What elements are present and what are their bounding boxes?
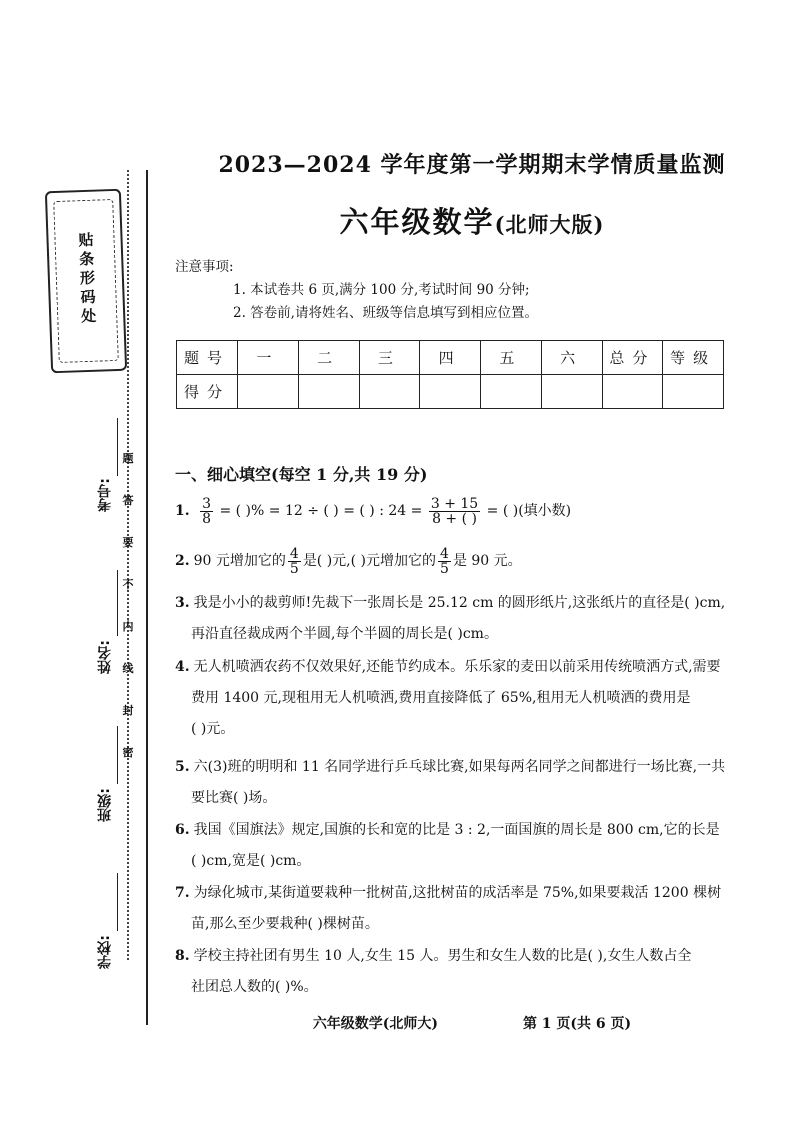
fraction-numerator: 3 + 15 bbox=[430, 495, 479, 512]
score-header-cell: 四 bbox=[420, 341, 481, 375]
fraction bbox=[429, 497, 480, 526]
score-table-header-row bbox=[177, 341, 724, 375]
question-text: 我国《国旗法》规定,国旗的长和宽的比是 3 : 2,一面国旗的周长是 800 cm,它的长是 bbox=[193, 822, 720, 838]
notice-block bbox=[175, 256, 538, 325]
barcode-box bbox=[45, 189, 127, 374]
fraction-numerator: 3 bbox=[202, 495, 211, 512]
question-text: = ( )(填小数) bbox=[486, 503, 572, 519]
question-7 bbox=[175, 878, 730, 940]
score-cell[interactable] bbox=[420, 375, 481, 409]
score-header-cell: 三 bbox=[359, 341, 420, 375]
seal-word: 内 bbox=[122, 620, 134, 633]
edition-name: (北师大版) bbox=[494, 212, 605, 237]
name-line[interactable] bbox=[117, 570, 118, 636]
fraction-denominator: 5 bbox=[289, 560, 299, 577]
exam-no-label: 考号: bbox=[97, 478, 113, 512]
question-text: 学校主持社团有男生 10 人,女生 15 人。男生和女生人数的比是( ),女生人数占全 bbox=[193, 948, 692, 964]
exam-no-line[interactable] bbox=[117, 418, 118, 476]
footer-subject: 六年级数学(北师大) bbox=[312, 1016, 439, 1032]
score-cell[interactable] bbox=[541, 375, 602, 409]
exam-no-field[interactable] bbox=[95, 478, 125, 512]
seal-word: 答 bbox=[122, 494, 134, 507]
school-line[interactable] bbox=[117, 873, 118, 931]
question-2 bbox=[175, 546, 730, 577]
fraction bbox=[288, 547, 301, 576]
question-text: 要比赛( )场。 bbox=[191, 790, 277, 806]
subject-name: 六年级数学 bbox=[339, 205, 495, 239]
school-label: 学校: bbox=[97, 935, 113, 969]
exam-title: 2023—2024 学年度第一学期期末学情质量监测 bbox=[218, 152, 726, 178]
question-text: 是( )元,( )元增加它的 bbox=[302, 553, 437, 569]
fraction-denominator: 8 bbox=[202, 510, 211, 527]
question-number: 6. bbox=[175, 822, 190, 838]
question-number: 1. bbox=[175, 503, 190, 519]
binding-solid-line bbox=[146, 170, 148, 1025]
question-text: 苗,那么至少要栽种( )棵树苗。 bbox=[191, 916, 379, 932]
question-text: 社团总人数的( )%。 bbox=[191, 979, 318, 995]
question-3 bbox=[175, 588, 730, 650]
score-header-cell: 等级 bbox=[663, 341, 724, 375]
question-text: 六(3)班的明明和 11 名同学进行乒乓球比赛,如果每两名同学之间都进行一场比赛,一共 bbox=[193, 759, 726, 775]
score-header-cell: 六 bbox=[541, 341, 602, 375]
section-title: 一、细心填空(每空 1 分,共 19 分) bbox=[175, 465, 428, 484]
score-table bbox=[176, 340, 724, 409]
score-table-score-row bbox=[177, 375, 724, 409]
question-5 bbox=[175, 752, 730, 814]
question-text: = ( )% = 12 ÷ ( ) = ( ) : 24 = bbox=[219, 503, 423, 519]
exam-subject-title bbox=[150, 200, 794, 241]
seal-word: 要 bbox=[122, 536, 134, 549]
question-text: 费用 1400 元,现租用无人机喷洒,费用直接降低了 65%,租用无人机喷洒的费用是 bbox=[191, 690, 691, 706]
score-cell[interactable] bbox=[298, 375, 359, 409]
seal-word: 封 bbox=[122, 704, 134, 717]
seal-word: 密 bbox=[122, 746, 134, 759]
fraction-denominator: 5 bbox=[440, 560, 449, 577]
question-number: 5. bbox=[175, 759, 190, 775]
question-text: 无人机喷洒农药不仅效果好,还能节约成本。乐乐家的麦田以前采用传统喷洒方式,需要 bbox=[193, 659, 721, 675]
school-field[interactable] bbox=[95, 935, 125, 969]
fraction bbox=[200, 497, 213, 526]
score-cell[interactable] bbox=[238, 375, 299, 409]
page-footer bbox=[150, 1013, 794, 1033]
score-cell[interactable] bbox=[359, 375, 420, 409]
name-label: 姓名: bbox=[97, 640, 113, 674]
notice-heading: 注意事项: bbox=[175, 259, 234, 275]
question-text: 90 元增加它的 bbox=[193, 553, 286, 569]
score-cell[interactable] bbox=[602, 375, 663, 409]
score-cell[interactable] bbox=[481, 375, 542, 409]
seal-word: 线 bbox=[122, 662, 134, 675]
question-number: 2. bbox=[175, 553, 190, 569]
notice-item: 2. 答卷前,请将姓名、班级等信息填写到相应位置。 bbox=[233, 305, 538, 321]
seal-word: 题 bbox=[122, 452, 134, 465]
fraction-denominator: 8 + ( ) bbox=[432, 510, 477, 527]
question-number: 8. bbox=[175, 948, 190, 964]
question-text: 再沿直径裁成两个半圆,每个半圆的周长是( )cm。 bbox=[191, 626, 498, 642]
question-text: ( )元。 bbox=[191, 721, 235, 737]
question-4 bbox=[175, 652, 730, 745]
class-field[interactable] bbox=[95, 788, 125, 822]
question-8 bbox=[175, 941, 730, 1003]
fraction-numerator: 4 bbox=[440, 545, 449, 562]
question-number: 3. bbox=[175, 595, 190, 611]
seal-word: 不 bbox=[122, 578, 134, 591]
score-header-cell: 五 bbox=[481, 341, 542, 375]
question-1 bbox=[175, 496, 730, 527]
notice-item: 1. 本试卷共 6 页,满分 100 分,考试时间 90 分钟; bbox=[233, 282, 530, 298]
question-text: 是 90 元。 bbox=[452, 553, 522, 569]
score-header-cell: 二 bbox=[298, 341, 359, 375]
question-number: 7. bbox=[175, 885, 190, 901]
question-text: 为绿化城市,某街道要栽种一批树苗,这批树苗的成活率是 75%,如果要栽活 1200 棵树 bbox=[193, 885, 722, 901]
score-header-cell: 总分 bbox=[602, 341, 663, 375]
score-header-cell: 一 bbox=[238, 341, 299, 375]
name-field[interactable] bbox=[95, 640, 125, 674]
score-header-cell: 题号 bbox=[177, 341, 238, 375]
footer-page-number: 第 1 页(共 6 页) bbox=[522, 1016, 632, 1032]
class-label: 班级: bbox=[97, 788, 113, 822]
question-text: ( )cm,宽是( )cm。 bbox=[191, 853, 311, 869]
barcode-label: 贴条形码处 bbox=[76, 231, 98, 328]
question-number: 4. bbox=[175, 659, 190, 675]
score-cell[interactable] bbox=[663, 375, 724, 409]
question-text: 我是小小的裁剪师!先裁下一张周长是 25.12 cm 的圆形纸片,这张纸片的直径是( )cm, bbox=[193, 595, 726, 611]
class-line[interactable] bbox=[117, 726, 118, 784]
fraction bbox=[438, 547, 451, 576]
score-row-label: 得分 bbox=[177, 375, 238, 409]
fraction-numerator: 4 bbox=[289, 545, 299, 562]
question-6 bbox=[175, 815, 730, 877]
